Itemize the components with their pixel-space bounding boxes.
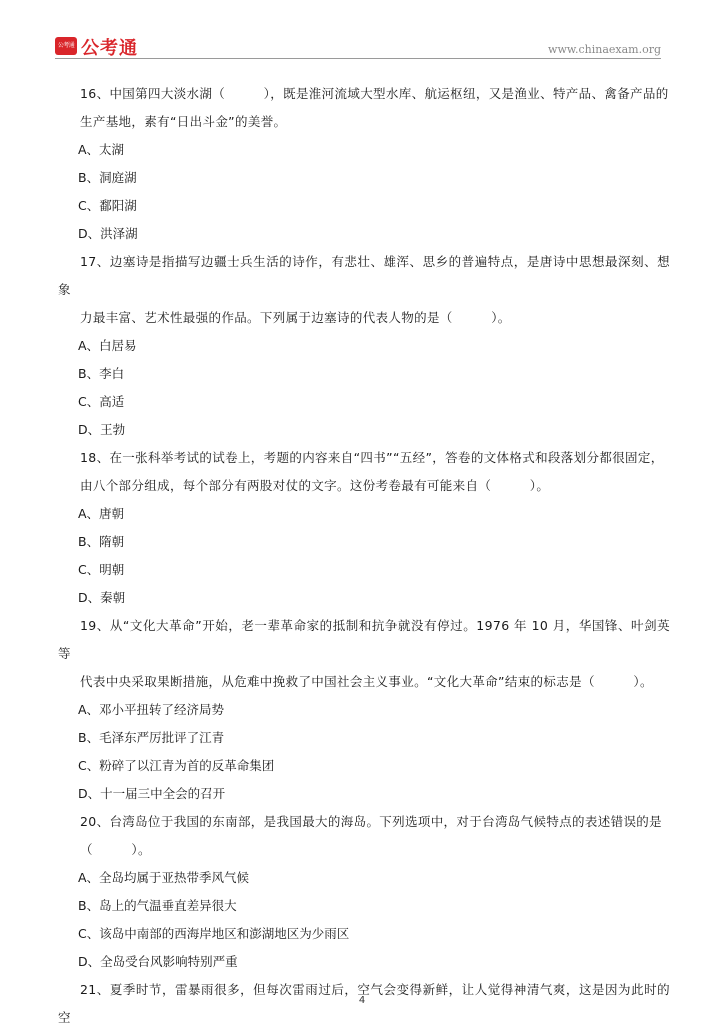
question-line: 生产基地，素有“日出斗金”的美誉。 [80,114,287,129]
question-line: 18、在一张科举考试的试卷上，考题的内容来自“四书”“五经”，答卷的文体格式和段落划分都很固定， [80,450,664,465]
option: B、岛上的气温垂直差异很大 [78,898,237,913]
page-header [55,33,661,61]
option: C、鄱阳湖 [78,198,137,213]
option: A、邓小平扭转了经济局势 [78,702,225,717]
option: B、洞庭湖 [78,170,137,185]
option: B、隋朝 [78,534,125,549]
option: C、明朝 [78,562,125,577]
question-18 [58,444,670,500]
question-17 [58,248,670,332]
question-16 [58,80,670,136]
question-line: 17、边塞诗是指描写边疆士兵生活的诗作，有悲壮、雄浑、思乡的普遍特点，是唐诗中思想最深刻、想象 [58,254,670,297]
question-line: 力最丰富、艺术性最强的作品。下列属于边塞诗的代表人物的是（ ）。 [80,310,511,325]
option: A、全岛均属于亚热带季风气候 [78,870,250,885]
question-line: 由八个部分组成，每个部分有两股对仗的文字。这份考卷最有可能来自（ ）。 [80,478,550,493]
question-line: 代表中央采取果断措施，从危难中挽救了中国社会主义事业。“文化大革命”结束的标志是（ ）。 [80,674,653,689]
brand-name: 公考通 [81,38,138,59]
option: B、毛泽东严厉批评了江青 [78,730,225,745]
option: D、洪泽湖 [78,226,138,241]
site-url: www.chinaexam.org [548,43,661,56]
header-divider [55,58,661,59]
option: D、王勃 [78,422,126,437]
option: A、太湖 [78,142,125,157]
question-line: 20、台湾岛位于我国的东南部，是我国最大的海岛。下列选项中，对于台湾岛气候特点的表述错误的是 [80,814,663,829]
option: C、粉碎了以江青为首的反革命集团 [78,758,275,773]
question-20 [58,808,670,864]
question-line: （ ）。 [80,842,151,857]
option: A、唐朝 [78,506,125,521]
option: D、全岛受台风影响特别严重 [78,954,238,969]
question-19 [58,612,670,696]
option: D、十一届三中全会的召开 [78,786,226,801]
option: A、白居易 [78,338,137,353]
option: D、秦朝 [78,590,126,605]
option: C、高适 [78,394,125,409]
question-line: 21、夏季时节，雷暴雨很多，但每次雷雨过后，空气会变得新鲜，让人觉得神清气爽，这是因为此时的空 [58,982,670,1025]
option: B、李白 [78,366,125,381]
brand-logo-icon: 公考通 [55,37,77,55]
question-list [58,80,670,1032]
question-line: 19、从“文化大革命”开始，老一辈革命家的抵制和抗争就没有停过。1976 年 10 月，华国锋、叶剑英等 [58,618,670,661]
option: C、该岛中南部的西海岸地区和澎湖地区为少雨区 [78,926,350,941]
page-number: 4 [358,995,366,1006]
question-line: 16、中国第四大淡水湖（ ），既是淮河流域大型水库、航运枢纽，又是渔业、特产品、禽备产品的 [80,86,669,101]
